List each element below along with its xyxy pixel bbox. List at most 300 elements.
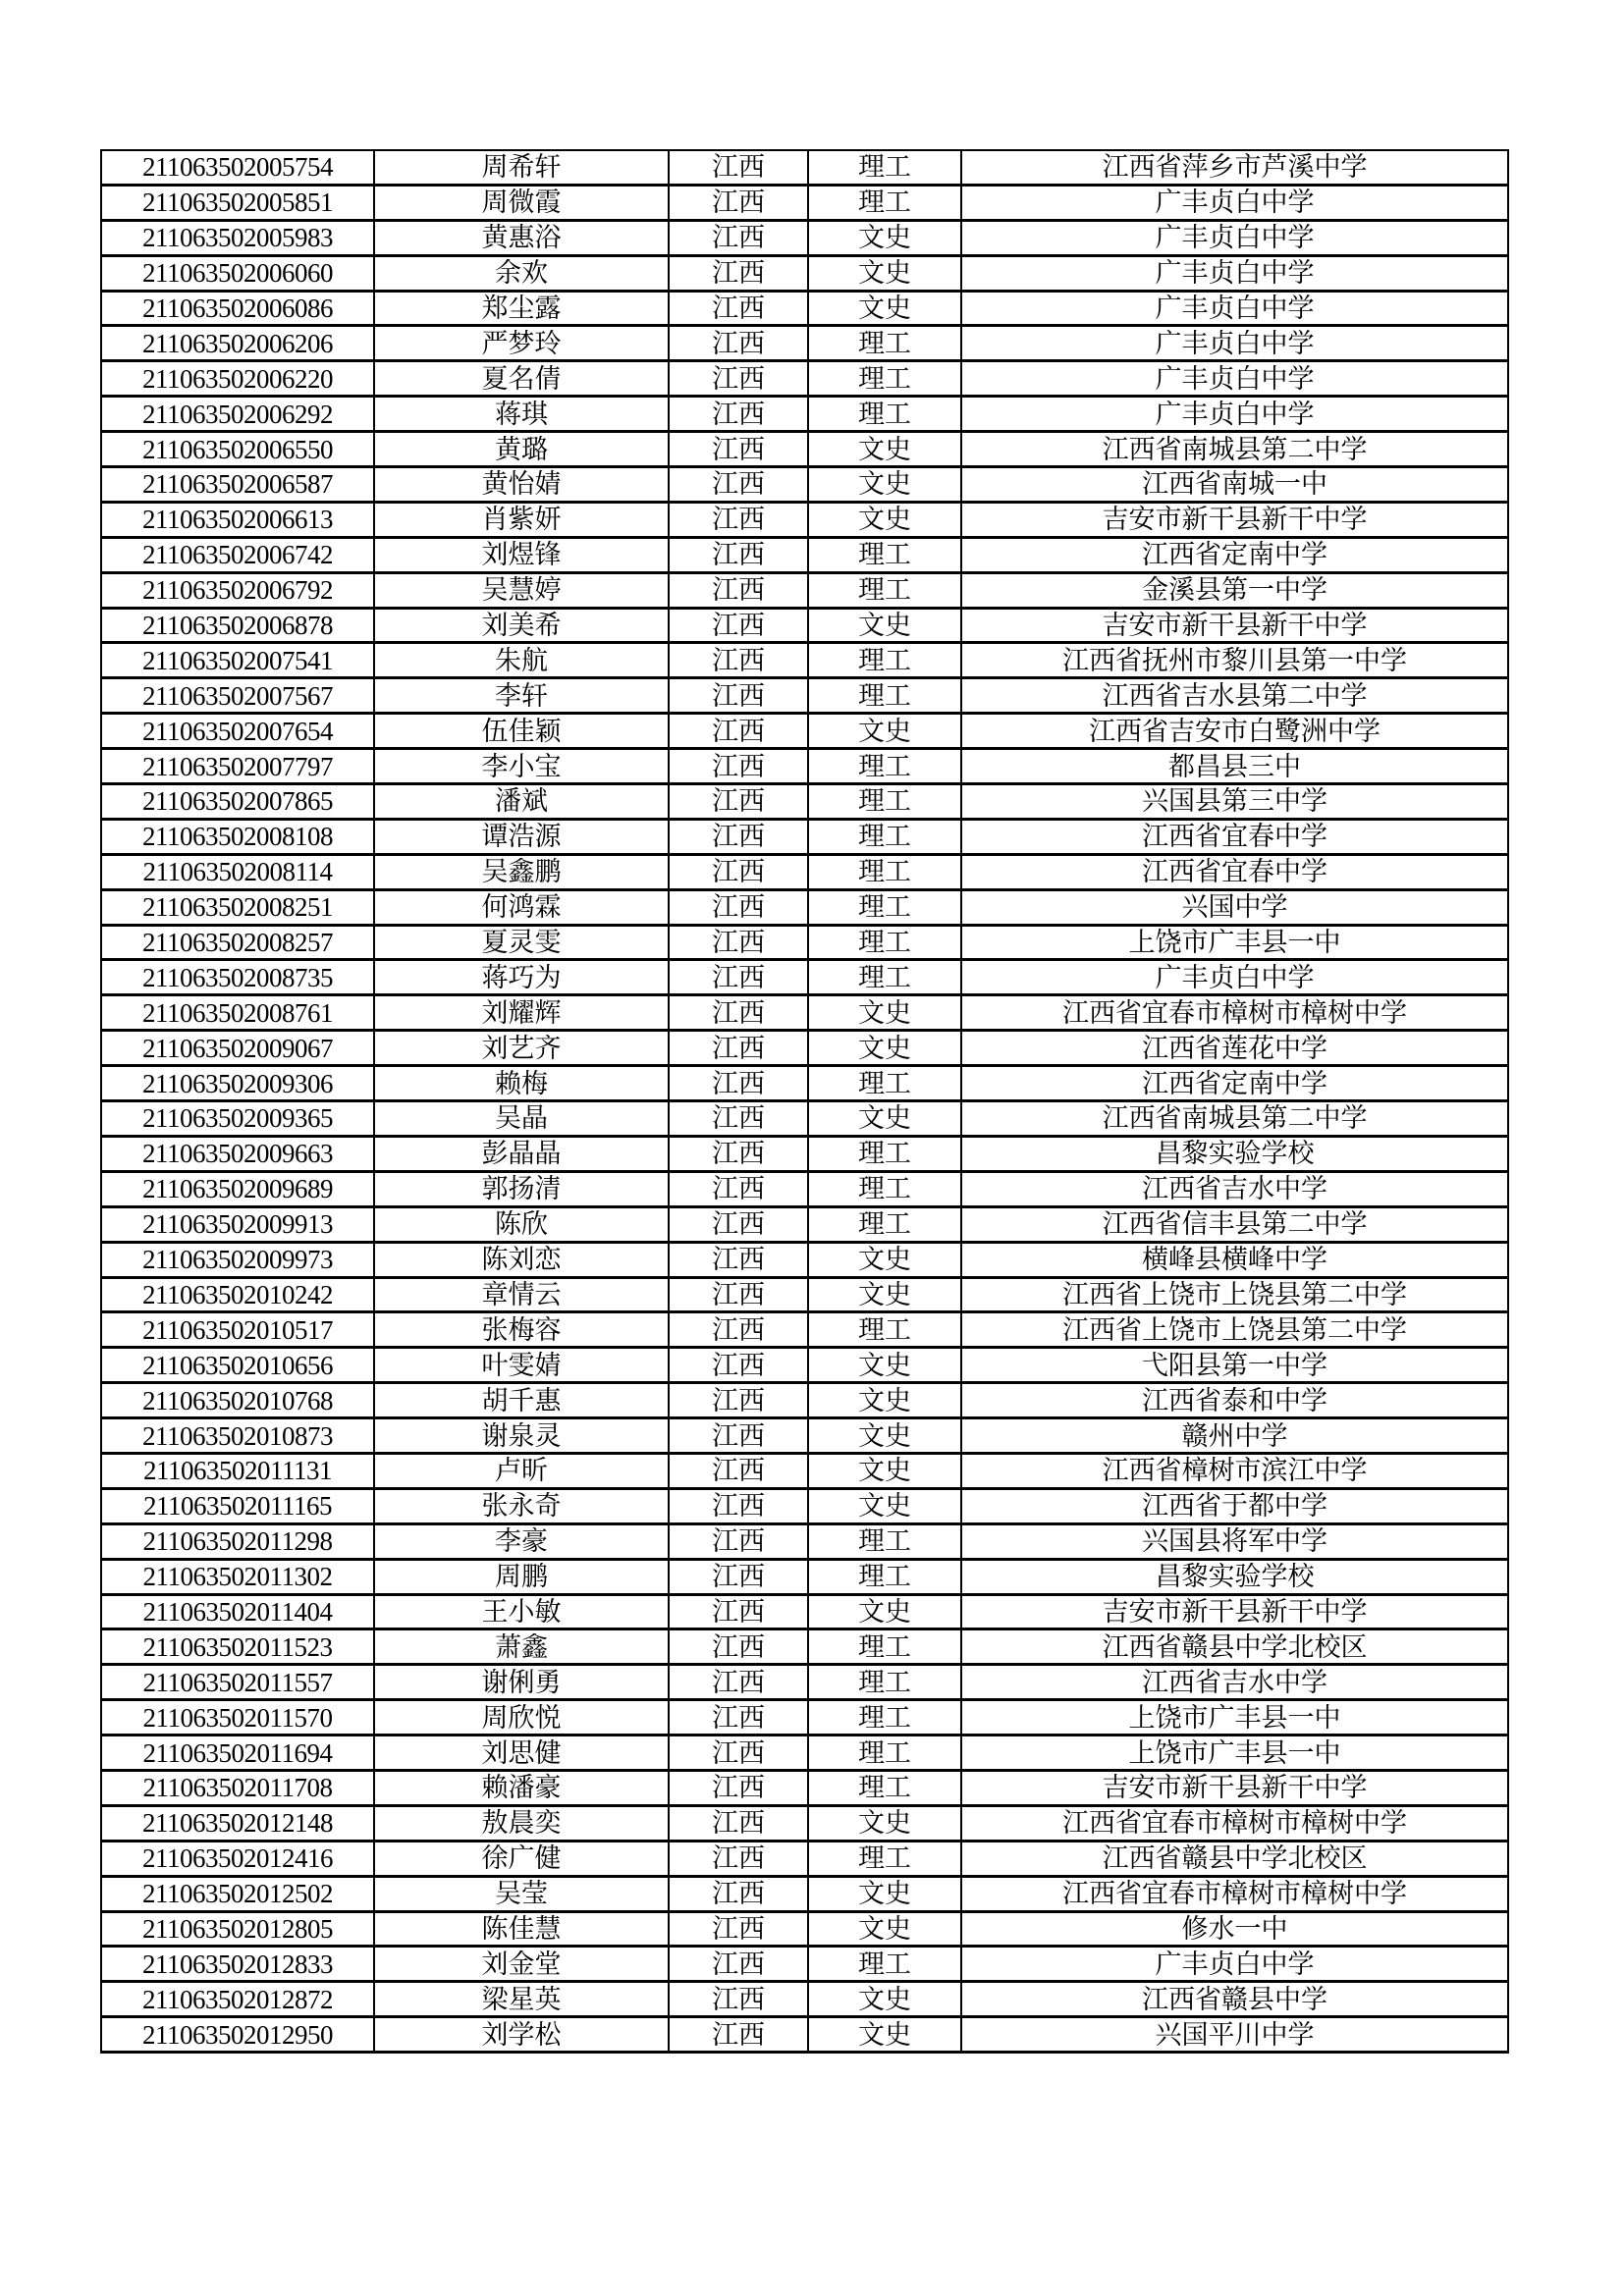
name-cell: 蒋琪 (374, 397, 669, 432)
track-cell: 理工 (808, 1066, 961, 1101)
school-cell: 广丰贞白中学 (961, 1947, 1508, 1982)
track-cell: 文史 (808, 1911, 961, 1947)
province-cell: 江西 (669, 291, 808, 326)
exam-id-cell: 211063502010873 (101, 1418, 374, 1454)
school-cell: 江西省吉安市白鹭洲中学 (961, 714, 1508, 749)
exam-id-cell: 211063502009913 (101, 1206, 374, 1242)
school-cell: 吉安市新干县新干中学 (961, 1770, 1508, 1805)
province-cell: 江西 (669, 2017, 808, 2053)
school-cell: 横峰县横峰中学 (961, 1242, 1508, 1277)
school-cell: 上饶市广丰县一中 (961, 1700, 1508, 1735)
school-cell: 上饶市广丰县一中 (961, 925, 1508, 960)
table-row (101, 1805, 1508, 1841)
exam-id-cell: 211063502008257 (101, 925, 374, 960)
exam-id-cell: 211063502011694 (101, 1735, 374, 1771)
exam-id-cell: 211063502005983 (101, 220, 374, 255)
name-cell: 叶雯婧 (374, 1348, 669, 1383)
name-cell: 刘耀辉 (374, 995, 669, 1031)
name-cell: 刘思健 (374, 1735, 669, 1771)
name-cell: 谭浩源 (374, 819, 669, 854)
province-cell: 江西 (669, 1206, 808, 1242)
province-cell: 江西 (669, 150, 808, 185)
table-row (101, 1348, 1508, 1383)
track-cell: 理工 (808, 1136, 961, 1171)
exam-id-cell: 211063502009689 (101, 1171, 374, 1206)
table-row (101, 960, 1508, 995)
track-cell: 文史 (808, 1383, 961, 1418)
exam-id-cell: 211063502009973 (101, 1242, 374, 1277)
province-cell: 江西 (669, 1171, 808, 1206)
name-cell: 陈欣 (374, 1206, 669, 1242)
track-cell: 理工 (808, 1665, 961, 1700)
track-cell: 理工 (808, 1559, 961, 1594)
school-cell: 赣州中学 (961, 1418, 1508, 1454)
track-cell: 文史 (808, 255, 961, 291)
name-cell: 肖紫妍 (374, 502, 669, 537)
school-cell: 广丰贞白中学 (961, 397, 1508, 432)
table-row (101, 1770, 1508, 1805)
track-cell: 文史 (808, 1101, 961, 1137)
school-cell: 江西省樟树市滨江中学 (961, 1453, 1508, 1488)
school-cell: 江西省吉水中学 (961, 1665, 1508, 1700)
province-cell: 江西 (669, 1559, 808, 1594)
exam-id-cell: 211063502006206 (101, 326, 374, 361)
track-cell: 理工 (808, 1312, 961, 1348)
track-cell: 理工 (808, 1206, 961, 1242)
school-cell: 弋阳县第一中学 (961, 1348, 1508, 1383)
exam-id-cell: 211063502007865 (101, 784, 374, 820)
exam-id-cell: 211063502011570 (101, 1700, 374, 1735)
table-row (101, 185, 1508, 220)
track-cell: 理工 (808, 643, 961, 678)
track-cell: 理工 (808, 960, 961, 995)
table-row (101, 255, 1508, 291)
exam-id-cell: 211063502008114 (101, 854, 374, 889)
name-cell: 吴慧婷 (374, 572, 669, 608)
track-cell: 理工 (808, 1523, 961, 1559)
name-cell: 章情云 (374, 1277, 669, 1312)
track-cell: 理工 (808, 150, 961, 185)
track-cell: 文史 (808, 291, 961, 326)
table-row (101, 1277, 1508, 1312)
name-cell: 王小敏 (374, 1594, 669, 1629)
province-cell: 江西 (669, 819, 808, 854)
province-cell: 江西 (669, 1523, 808, 1559)
table-row (101, 1031, 1508, 1066)
name-cell: 严梦玲 (374, 326, 669, 361)
school-cell: 江西省吉水县第二中学 (961, 678, 1508, 714)
name-cell: 赖梅 (374, 1066, 669, 1101)
track-cell: 理工 (808, 537, 961, 572)
province-cell: 江西 (669, 1841, 808, 1876)
table-row (101, 1911, 1508, 1947)
province-cell: 江西 (669, 1418, 808, 1454)
exam-id-cell: 211063502009365 (101, 1101, 374, 1137)
name-cell: 梁星英 (374, 1982, 669, 2017)
school-cell: 江西省泰和中学 (961, 1383, 1508, 1418)
name-cell: 潘斌 (374, 784, 669, 820)
table-row (101, 995, 1508, 1031)
exam-id-cell: 211063502007541 (101, 643, 374, 678)
name-cell: 吴莹 (374, 1876, 669, 1911)
table-row (101, 1242, 1508, 1277)
exam-id-cell: 211063502007567 (101, 678, 374, 714)
table-row (101, 1559, 1508, 1594)
name-cell: 蒋巧为 (374, 960, 669, 995)
exam-id-cell: 211063502005754 (101, 150, 374, 185)
exam-id-cell: 211063502006878 (101, 608, 374, 643)
province-cell: 江西 (669, 1805, 808, 1841)
province-cell: 江西 (669, 1488, 808, 1523)
school-cell: 广丰贞白中学 (961, 361, 1508, 397)
table-row (101, 1841, 1508, 1876)
school-cell: 吉安市新干县新干中学 (961, 502, 1508, 537)
table-row (101, 1594, 1508, 1629)
track-cell: 理工 (808, 749, 961, 784)
province-cell: 江西 (669, 255, 808, 291)
school-cell: 江西省宜春市樟树市樟树中学 (961, 1805, 1508, 1841)
exam-id-cell: 211063502006086 (101, 291, 374, 326)
province-cell: 江西 (669, 1594, 808, 1629)
table-row (101, 361, 1508, 397)
track-cell: 文史 (808, 1982, 961, 2017)
name-cell: 夏名倩 (374, 361, 669, 397)
province-cell: 江西 (669, 1911, 808, 1947)
table-row (101, 1101, 1508, 1137)
exam-id-cell: 211063502006742 (101, 537, 374, 572)
school-cell: 广丰贞白中学 (961, 291, 1508, 326)
track-cell: 文史 (808, 1805, 961, 1841)
name-cell: 张永奇 (374, 1488, 669, 1523)
exam-id-cell: 211063502011523 (101, 1629, 374, 1665)
table-row (101, 1312, 1508, 1348)
name-cell: 夏灵雯 (374, 925, 669, 960)
track-cell: 理工 (808, 1735, 961, 1771)
province-cell: 江西 (669, 1031, 808, 1066)
province-cell: 江西 (669, 1982, 808, 2017)
name-cell: 谢泉灵 (374, 1418, 669, 1454)
province-cell: 江西 (669, 889, 808, 925)
exam-id-cell: 211063502008251 (101, 889, 374, 925)
name-cell: 刘金堂 (374, 1947, 669, 1982)
table-row (101, 502, 1508, 537)
province-cell: 江西 (669, 432, 808, 467)
school-cell: 江西省南城县第二中学 (961, 1101, 1508, 1137)
name-cell: 刘美希 (374, 608, 669, 643)
province-cell: 江西 (669, 714, 808, 749)
track-cell: 文史 (808, 1242, 961, 1277)
table-row (101, 678, 1508, 714)
table-row (101, 1136, 1508, 1171)
exam-id-cell: 211063502006292 (101, 397, 374, 432)
name-cell: 敖晨奕 (374, 1805, 669, 1841)
name-cell: 卢昕 (374, 1453, 669, 1488)
exam-id-cell: 211063502011708 (101, 1770, 374, 1805)
track-cell: 文史 (808, 2017, 961, 2053)
province-cell: 江西 (669, 643, 808, 678)
track-cell: 文史 (808, 502, 961, 537)
table-row (101, 1523, 1508, 1559)
name-cell: 黄怡婧 (374, 467, 669, 503)
name-cell: 陈佳慧 (374, 1911, 669, 1947)
school-cell: 江西省于都中学 (961, 1488, 1508, 1523)
track-cell: 文史 (808, 1277, 961, 1312)
track-cell: 文史 (808, 1418, 961, 1454)
exam-id-cell: 211063502008761 (101, 995, 374, 1031)
school-cell: 江西省赣县中学 (961, 1982, 1508, 2017)
province-cell: 江西 (669, 749, 808, 784)
table-row (101, 220, 1508, 255)
table-row (101, 854, 1508, 889)
track-cell: 理工 (808, 784, 961, 820)
school-cell: 江西省南城一中 (961, 467, 1508, 503)
province-cell: 江西 (669, 1242, 808, 1277)
province-cell: 江西 (669, 1383, 808, 1418)
table-row (101, 1876, 1508, 1911)
school-cell: 江西省赣县中学北校区 (961, 1841, 1508, 1876)
track-cell: 理工 (808, 925, 961, 960)
table-row (101, 1418, 1508, 1454)
exam-id-cell: 211063502008735 (101, 960, 374, 995)
track-cell: 理工 (808, 572, 961, 608)
province-cell: 江西 (669, 1770, 808, 1805)
table-row (101, 537, 1508, 572)
school-cell: 广丰贞白中学 (961, 960, 1508, 995)
province-cell: 江西 (669, 1735, 808, 1771)
school-cell: 江西省宜春中学 (961, 854, 1508, 889)
school-cell: 江西省定南中学 (961, 1066, 1508, 1101)
table-row (101, 643, 1508, 678)
exam-id-cell: 211063502009663 (101, 1136, 374, 1171)
name-cell: 彭晶晶 (374, 1136, 669, 1171)
exam-id-cell: 211063502011557 (101, 1665, 374, 1700)
school-cell: 上饶市广丰县一中 (961, 1735, 1508, 1771)
province-cell: 江西 (669, 1277, 808, 1312)
exam-id-cell: 211063502011298 (101, 1523, 374, 1559)
school-cell: 广丰贞白中学 (961, 185, 1508, 220)
track-cell: 理工 (808, 1629, 961, 1665)
track-cell: 文史 (808, 467, 961, 503)
province-cell: 江西 (669, 1066, 808, 1101)
school-cell: 江西省宜春市樟树市樟树中学 (961, 1876, 1508, 1911)
table-row (101, 1383, 1508, 1418)
province-cell: 江西 (669, 1876, 808, 1911)
province-cell: 江西 (669, 326, 808, 361)
exam-id-cell: 211063502005851 (101, 185, 374, 220)
name-cell: 刘学松 (374, 2017, 669, 2053)
school-cell: 都昌县三中 (961, 749, 1508, 784)
school-cell: 江西省上饶市上饶县第二中学 (961, 1277, 1508, 1312)
track-cell: 文史 (808, 714, 961, 749)
exam-id-cell: 211063502007654 (101, 714, 374, 749)
track-cell: 理工 (808, 1171, 961, 1206)
table-row (101, 1665, 1508, 1700)
province-cell: 江西 (669, 1629, 808, 1665)
table-row (101, 432, 1508, 467)
name-cell: 胡千惠 (374, 1383, 669, 1418)
track-cell: 文史 (808, 220, 961, 255)
exam-id-cell: 211063502011404 (101, 1594, 374, 1629)
track-cell: 文史 (808, 1876, 961, 1911)
table-row (101, 1206, 1508, 1242)
track-cell: 文史 (808, 995, 961, 1031)
exam-id-cell: 211063502012805 (101, 1911, 374, 1947)
name-cell: 朱航 (374, 643, 669, 678)
school-cell: 江西省莲花中学 (961, 1031, 1508, 1066)
track-cell: 理工 (808, 1841, 961, 1876)
table-row (101, 1488, 1508, 1523)
school-cell: 广丰贞白中学 (961, 220, 1508, 255)
exam-id-cell: 211063502010656 (101, 1348, 374, 1383)
name-cell: 张梅容 (374, 1312, 669, 1348)
name-cell: 周鹏 (374, 1559, 669, 1594)
track-cell: 文史 (808, 1348, 961, 1383)
province-cell: 江西 (669, 537, 808, 572)
table-row (101, 1947, 1508, 1982)
exam-id-cell: 211063502006587 (101, 467, 374, 503)
table-row (101, 1453, 1508, 1488)
table-row (101, 572, 1508, 608)
track-cell: 理工 (808, 1770, 961, 1805)
school-cell: 江西省上饶市上饶县第二中学 (961, 1312, 1508, 1348)
table-row (101, 1171, 1508, 1206)
name-cell: 陈刘恋 (374, 1242, 669, 1277)
school-cell: 吉安市新干县新干中学 (961, 608, 1508, 643)
exam-id-cell: 211063502008108 (101, 819, 374, 854)
table-row (101, 1629, 1508, 1665)
name-cell: 刘艺齐 (374, 1031, 669, 1066)
school-cell: 兴国县将军中学 (961, 1523, 1508, 1559)
table-row (101, 1066, 1508, 1101)
name-cell: 周希轩 (374, 150, 669, 185)
track-cell: 理工 (808, 326, 961, 361)
table-row (101, 1982, 1508, 2017)
track-cell: 文史 (808, 1031, 961, 1066)
exam-id-cell: 211063502006792 (101, 572, 374, 608)
province-cell: 江西 (669, 397, 808, 432)
province-cell: 江西 (669, 1312, 808, 1348)
province-cell: 江西 (669, 467, 808, 503)
school-cell: 金溪县第一中学 (961, 572, 1508, 608)
province-cell: 江西 (669, 1136, 808, 1171)
track-cell: 文史 (808, 1453, 961, 1488)
name-cell: 赖潘豪 (374, 1770, 669, 1805)
province-cell: 江西 (669, 960, 808, 995)
track-cell: 文史 (808, 432, 961, 467)
track-cell: 文史 (808, 1488, 961, 1523)
school-cell: 兴国平川中学 (961, 2017, 1508, 2053)
province-cell: 江西 (669, 1101, 808, 1137)
school-cell: 江西省吉水中学 (961, 1171, 1508, 1206)
exam-id-cell: 211063502006220 (101, 361, 374, 397)
school-cell: 吉安市新干县新干中学 (961, 1594, 1508, 1629)
name-cell: 余欢 (374, 255, 669, 291)
province-cell: 江西 (669, 925, 808, 960)
name-cell: 李轩 (374, 678, 669, 714)
table-row (101, 749, 1508, 784)
school-cell: 兴国中学 (961, 889, 1508, 925)
school-cell: 昌黎实验学校 (961, 1559, 1508, 1594)
table-row (101, 889, 1508, 925)
exam-id-cell: 211063502010242 (101, 1277, 374, 1312)
exam-id-cell: 211063502007797 (101, 749, 374, 784)
school-cell: 广丰贞白中学 (961, 326, 1508, 361)
table-row (101, 1735, 1508, 1771)
school-cell: 昌黎实验学校 (961, 1136, 1508, 1171)
table-row (101, 784, 1508, 820)
track-cell: 理工 (808, 889, 961, 925)
exam-id-cell: 211063502006060 (101, 255, 374, 291)
track-cell: 理工 (808, 678, 961, 714)
name-cell: 黄璐 (374, 432, 669, 467)
school-cell: 修水一中 (961, 1911, 1508, 1947)
exam-id-cell: 211063502011165 (101, 1488, 374, 1523)
table-row (101, 467, 1508, 503)
name-cell: 李小宝 (374, 749, 669, 784)
name-cell: 周欣悦 (374, 1700, 669, 1735)
exam-id-cell: 211063502012950 (101, 2017, 374, 2053)
exam-id-cell: 211063502006613 (101, 502, 374, 537)
exam-id-cell: 211063502012502 (101, 1876, 374, 1911)
name-cell: 黄惠浴 (374, 220, 669, 255)
province-cell: 江西 (669, 854, 808, 889)
province-cell: 江西 (669, 1947, 808, 1982)
track-cell: 理工 (808, 361, 961, 397)
exam-id-cell: 211063502010768 (101, 1383, 374, 1418)
name-cell: 谢俐勇 (374, 1665, 669, 1700)
table-row (101, 150, 1508, 185)
name-cell: 郑尘露 (374, 291, 669, 326)
exam-id-cell: 211063502011302 (101, 1559, 374, 1594)
province-cell: 江西 (669, 678, 808, 714)
track-cell: 理工 (808, 1947, 961, 1982)
table-row (101, 326, 1508, 361)
school-cell: 江西省信丰县第二中学 (961, 1206, 1508, 1242)
exam-id-cell: 211063502012416 (101, 1841, 374, 1876)
track-cell: 理工 (808, 397, 961, 432)
track-cell: 理工 (808, 854, 961, 889)
exam-id-cell: 211063502009306 (101, 1066, 374, 1101)
table-row (101, 714, 1508, 749)
province-cell: 江西 (669, 185, 808, 220)
table-row (101, 291, 1508, 326)
province-cell: 江西 (669, 502, 808, 537)
track-cell: 理工 (808, 819, 961, 854)
province-cell: 江西 (669, 995, 808, 1031)
school-cell: 江西省宜春中学 (961, 819, 1508, 854)
province-cell: 江西 (669, 1665, 808, 1700)
province-cell: 江西 (669, 220, 808, 255)
province-cell: 江西 (669, 572, 808, 608)
track-cell: 理工 (808, 185, 961, 220)
table-row (101, 819, 1508, 854)
exam-id-cell: 211063502012148 (101, 1805, 374, 1841)
exam-id-cell: 211063502011131 (101, 1453, 374, 1488)
school-cell: 兴国县第三中学 (961, 784, 1508, 820)
province-cell: 江西 (669, 1348, 808, 1383)
exam-id-cell: 211063502010517 (101, 1312, 374, 1348)
name-cell: 郭扬清 (374, 1171, 669, 1206)
province-cell: 江西 (669, 1453, 808, 1488)
name-cell: 何鸿霖 (374, 889, 669, 925)
school-cell: 广丰贞白中学 (961, 255, 1508, 291)
name-cell: 李豪 (374, 1523, 669, 1559)
student-table (100, 149, 1509, 2054)
school-cell: 江西省定南中学 (961, 537, 1508, 572)
school-cell: 江西省萍乡市芦溪中学 (961, 150, 1508, 185)
exam-id-cell: 211063502009067 (101, 1031, 374, 1066)
exam-id-cell: 211063502012833 (101, 1947, 374, 1982)
